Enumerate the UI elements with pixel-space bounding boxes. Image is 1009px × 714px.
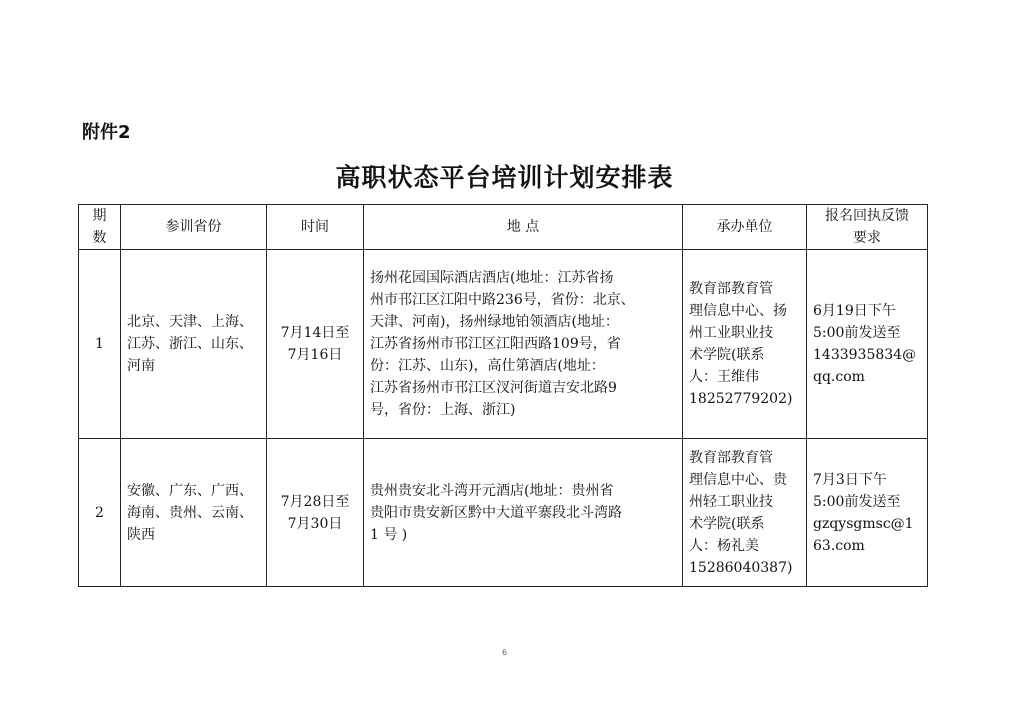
header-location: 地 点 — [364, 205, 683, 250]
cell-time: 7月28日至 7月30日 — [267, 439, 364, 587]
cell-deadline: 7月3日下午 5:00前发送至 gzqysgmsc@1 63.com — [807, 439, 928, 587]
page-number: 6 — [501, 648, 508, 657]
header-deadline: 报名回执反馈 要求 — [807, 205, 928, 250]
document-title: 高职状态平台培训计划安排表 — [335, 163, 674, 192]
table-row — [79, 439, 928, 587]
training-schedule-table — [78, 204, 928, 587]
table-header-row — [79, 205, 928, 250]
cell-location: 扬州花园国际酒店酒店(地址：江苏省扬 州市邗江区江阳中路236号，省份：北京、 天津、河南)，扬州绿地铂领酒店(地址： 江苏省扬州市邗江区江阳西路109号，省 份：江苏、山东)，高仕第酒店(地址： 江苏省扬州市邗江区汊河街道吉安北路9 号，省份：上海、浙江) — [364, 250, 683, 439]
cell-provinces: 安徽、广东、广西、 海南、贵州、云南、 陕西 — [121, 439, 267, 587]
header-period: 期 数 — [79, 205, 121, 250]
cell-deadline: 6月19日下午 5:00前发送至 1433935834@ qq.com — [807, 250, 928, 439]
cell-time: 7月14日至 7月16日 — [267, 250, 364, 439]
attachment-label: 附件2 — [82, 122, 131, 143]
cell-provinces: 北京、天津、上海、 江苏、浙江、山东、 河南 — [121, 250, 267, 439]
cell-location: 贵州贵安北斗湾开元酒店(地址：贵州省 贵阳市贵安新区黔中大道平寨段北斗湾路 1 号 ) — [364, 439, 683, 587]
cell-period: 1 — [79, 250, 121, 439]
table-row — [79, 250, 928, 439]
header-organizer: 承办单位 — [683, 205, 807, 250]
header-provinces: 参训省份 — [121, 205, 267, 250]
cell-period: 2 — [79, 439, 121, 587]
cell-organizer: 教育部教育管 理信息中心、贵 州轻工职业技 术学院(联系 人：杨礼美 15286040387) — [683, 439, 807, 587]
cell-organizer: 教育部教育管 理信息中心、扬 州工业职业技 术学院(联系 人：王维伟 18252779202) — [683, 250, 807, 439]
header-time: 时间 — [267, 205, 364, 250]
